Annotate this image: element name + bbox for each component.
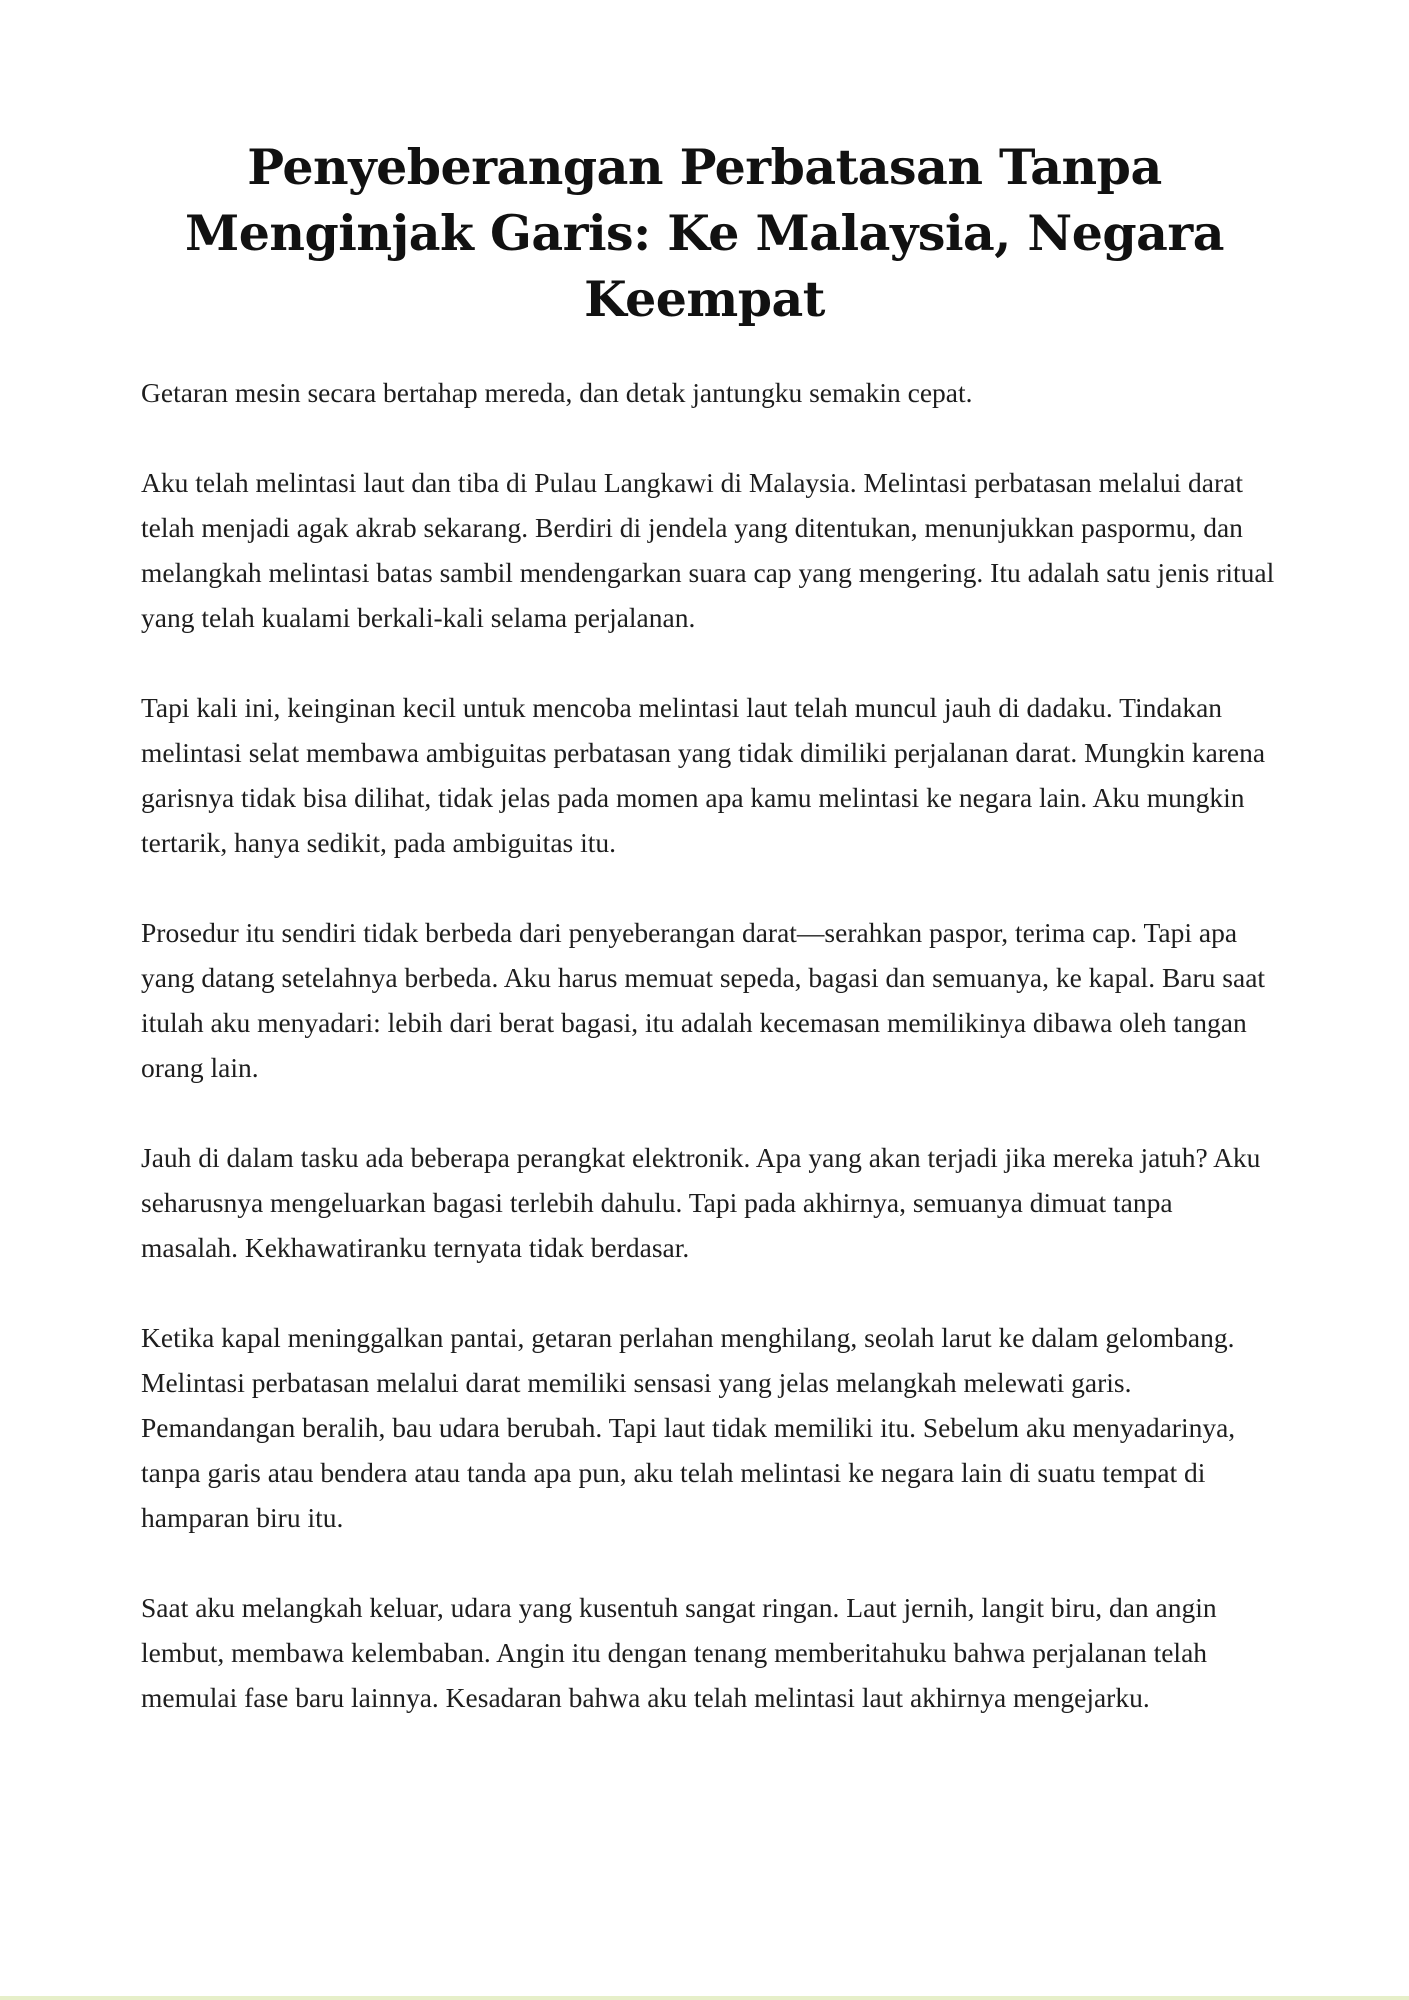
paragraph-1: Getaran mesin secara bertahap mereda, dan detak jantungku semakin cepat. [141, 377, 973, 408]
document-body [141, 370, 1276, 1720]
document-title: Penyeberangan Perbatasan Tanpa Menginjak Garis: Ke Malaysia, Negara Keempat [185, 138, 1224, 328]
paragraph-3: Tapi kali ini, keinginan kecil untuk mencoba melintasi laut telah muncul jauh di dadaku. Tindakan melintasi selat membawa ambiguitas perbatasan yang tidak dimiliki perjalanan darat. Mungkin karena garisnya tidak bisa dilihat, tidak jelas pada momen apa kamu melintasi ke negara lain. Aku mungkin tertarik, hanya sedikit, pada ambiguitas itu. [141, 692, 1266, 858]
paragraph-5: Jauh di dalam tasku ada beberapa perangkat elektronik. Apa yang akan terjadi jika mereka jatuh? Aku seharusnya mengeluarkan bagasi terlebih dahulu. Tapi pada akhirnya, semuanya dimuat tanpa masalah. Kekhawatiranku ternyata tidak berdasar. [141, 1142, 1261, 1263]
paragraph-4: Prosedur itu sendiri tidak berbeda dari penyeberangan darat—serahkan paspor, terima cap. Tapi apa yang datang setelahnya berbeda. Aku harus memuat sepeda, bagasi dan semuanya, ke kapal. Baru saat itulah aku menyadari: lebih dari berat bagasi, itu adalah kecemasan memilikinya dibawa oleh tangan orang lain. [141, 917, 1266, 1083]
bottom-edge-rule [0, 1996, 1409, 2000]
paragraph-6: Ketika kapal meninggalkan pantai, getaran perlahan menghilang, seolah larut ke dalam gelombang. Melintasi perbatasan melalui darat memiliki sensasi yang jelas melangkah melewati garis. Pemandangan beralih, bau udara berubah. Tapi laut tidak memiliki itu. Sebelum aku menyadarinya, tanpa garis atau bendera atau tanda apa pun, aku telah melintasi ke negara lain di suatu tempat di hamparan biru itu. [141, 1322, 1236, 1533]
paragraph-7: Saat aku melangkah keluar, udara yang kusentuh sangat ringan. Laut jernih, langit biru, dan angin lembut, membawa kelembaban. Angin itu dengan tenang memberitahuku bahwa perjalanan telah memulai fase baru lainnya. Kesadaran bahwa aku telah melintasi laut akhirnya mengejarku. [141, 1592, 1217, 1713]
paragraph-2: Aku telah melintasi laut dan tiba di Pulau Langkawi di Malaysia. Melintasi perbatasan melalui darat telah menjadi agak akrab sekarang. Berdiri di jendela yang ditentukan, menunjukkan paspormu, dan melangkah melintasi batas sambil mendengarkan suara cap yang mengering. Itu adalah satu jenis ritual yang telah kualami berkali-kali selama perjalanan. [141, 467, 1275, 633]
